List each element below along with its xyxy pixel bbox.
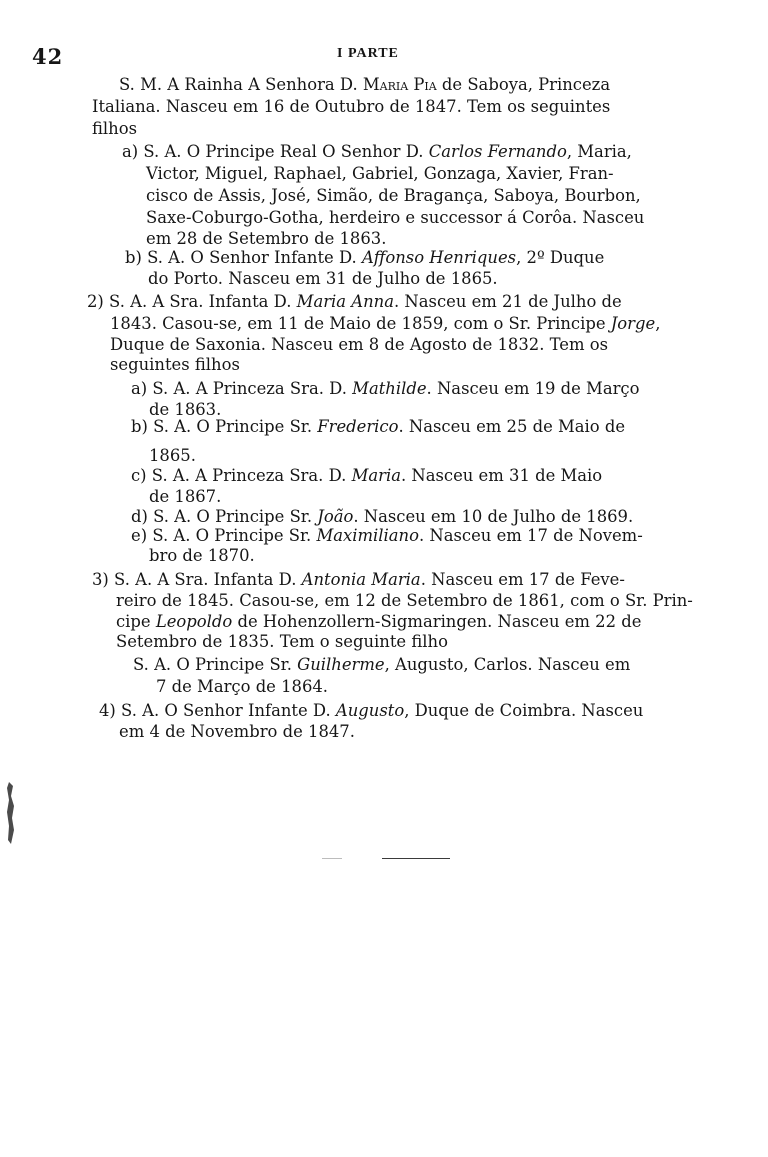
text-run: S. A. O Principe Sr. <box>153 417 318 436</box>
child-2e-line-2: bro de 1870. <box>149 546 255 565</box>
item-label: b) <box>131 417 148 436</box>
item-label: e) <box>131 526 148 545</box>
entry-3-line-4: Setembro de 1835. Tem o seguinte filho <box>116 632 448 651</box>
person-name: Frederico <box>317 417 399 436</box>
text-run: S. A. O Senhor Infante D. <box>121 701 336 720</box>
text-run: . Nasceu em 10 de Julho de 1869. <box>353 507 634 526</box>
entry-4-line-2: em 4 de Novembro de 1847. <box>119 722 355 741</box>
queen-line-1 <box>119 74 610 95</box>
text-run: . Nasceu em 21 de Julho de <box>394 292 622 311</box>
child-2b-line-2: 1865. <box>149 446 196 465</box>
text-run: S. A. O Principe Sr. <box>153 507 318 526</box>
person-name: Leopoldo <box>155 612 233 631</box>
text-run: , Augusto, Carlos. Nasceu em <box>384 655 631 674</box>
text-run: , <box>655 314 661 333</box>
child-b-line-1 <box>125 247 604 268</box>
person-name: Guilherme <box>297 655 385 674</box>
text-run: . Nasceu em 25 de Maio de <box>398 417 626 436</box>
text-run: de Saboya, Princeza <box>436 75 611 94</box>
person-name: Affonso Henriques <box>361 248 517 267</box>
person-name: Jorge <box>610 314 656 333</box>
page-number: 42 <box>32 44 64 69</box>
child-2b-line-1 <box>131 416 625 437</box>
item-label: 2) <box>87 292 104 311</box>
entry-4-line-1 <box>99 700 643 721</box>
text-run: S. A. O Senhor Infante D. <box>147 248 362 267</box>
person-name: Mathilde <box>352 379 427 398</box>
text-run: . Nasceu em 17 de Feve- <box>420 570 625 589</box>
entry-2-line-4: seguintes filhos <box>110 355 240 374</box>
text-run: . Nasceu em 31 de Maio <box>400 466 603 485</box>
end-divider <box>382 858 450 859</box>
item-label: 4) <box>99 701 116 720</box>
text-run: , Duque de Coimbra. Nasceu <box>404 701 644 720</box>
child-2d-line-1 <box>131 506 633 527</box>
person-name: Antonia Maria <box>301 570 421 589</box>
text-run: S. A. O Principe Sr. <box>133 655 298 674</box>
text-run: , Maria, <box>566 142 632 161</box>
person-name: João <box>317 507 354 526</box>
text-run: S. A. A Princeza Sra. D. <box>151 466 352 485</box>
child-b-line-2: do Porto. Nasceu em 31 de Julho de 1865. <box>148 269 498 288</box>
person-name: Carlos Fernando <box>428 142 567 161</box>
text-run: S. A. O Principe Real O Senhor D. <box>143 142 429 161</box>
item-label: d) <box>131 507 148 526</box>
text-run: S. A. O Principe Sr. <box>152 526 317 545</box>
text-run: . Nasceu em 19 de Março <box>426 379 640 398</box>
entry-3-line-2: reiro de 1845. Casou-se, em 12 de Setembro de 1861, com o Sr. Prin- <box>116 591 693 610</box>
text-run: S. A. A Princeza Sra. D. <box>152 379 353 398</box>
text-run: de Hohenzollern-Sigmaringen. Nasceu em 22 de <box>232 612 642 631</box>
queen-name: Maria Pia <box>362 75 437 94</box>
child-a-line-5: em 28 de Setembro de 1863. <box>146 229 387 248</box>
text-run: . Nasceu em 17 de Novem- <box>418 526 643 545</box>
item-label: a) <box>131 379 148 398</box>
queen-line-2: Italiana. Nasceu em 16 de Outubro de 1847. Tem os seguintes <box>92 97 611 116</box>
binding-edge-mark <box>6 782 15 844</box>
person-name: Maria Anna <box>296 292 394 311</box>
text-run: 1843. Casou-se, em 11 de Maio de 1859, com o Sr. Principe <box>110 314 611 333</box>
child-3-line-2: 7 de Março de 1864. <box>156 677 329 696</box>
text-run: S. A. A Sra. Infanta D. <box>114 570 302 589</box>
item-label: a) <box>122 142 139 161</box>
faint-divider <box>322 858 342 859</box>
item-label: b) <box>125 248 142 267</box>
child-2a-line-1 <box>131 378 639 399</box>
person-name: Maria <box>351 466 401 485</box>
child-2e-line-1 <box>131 525 643 546</box>
child-2c-line-2: de 1867. <box>149 487 222 506</box>
person-name: Augusto <box>335 701 405 720</box>
child-3-line-1 <box>133 654 630 675</box>
entry-3-line-3 <box>116 611 641 632</box>
item-label: 3) <box>92 570 109 589</box>
text-run: S. A. A Sra. Infanta D. <box>109 292 297 311</box>
person-name: Maximiliano <box>316 526 419 545</box>
text-run: S. M. A Rainha A Senhora D. <box>119 75 363 94</box>
entry-2-line-3: Duque de Saxonia. Nasceu em 8 de Agosto de 1832. Tem os <box>110 335 609 354</box>
child-a-line-2: Victor, Miguel, Raphael, Gabriel, Gonzaga, Xavier, Fran- <box>146 164 614 183</box>
child-a-line-4: Saxe-Coburgo-Gotha, herdeiro e successor á Corôa. Nasceu <box>146 208 645 227</box>
child-2c-line-1 <box>131 465 602 486</box>
entry-2-line-1 <box>87 291 622 312</box>
child-a-line-3: cisco de Assis, José, Simão, de Bragança, Saboya, Bourbon, <box>146 186 641 205</box>
item-label: c) <box>131 466 147 485</box>
entry-3-line-1 <box>92 569 625 590</box>
queen-line-3: filhos <box>92 119 138 138</box>
text-run: cipe <box>116 612 156 631</box>
entry-2-line-2 <box>110 313 660 334</box>
text-run: , 2º Duque <box>516 248 605 267</box>
running-head: I PARTE <box>337 46 399 61</box>
child-a-line-1 <box>122 141 632 162</box>
child-2a-line-2: de 1863. <box>149 400 222 419</box>
